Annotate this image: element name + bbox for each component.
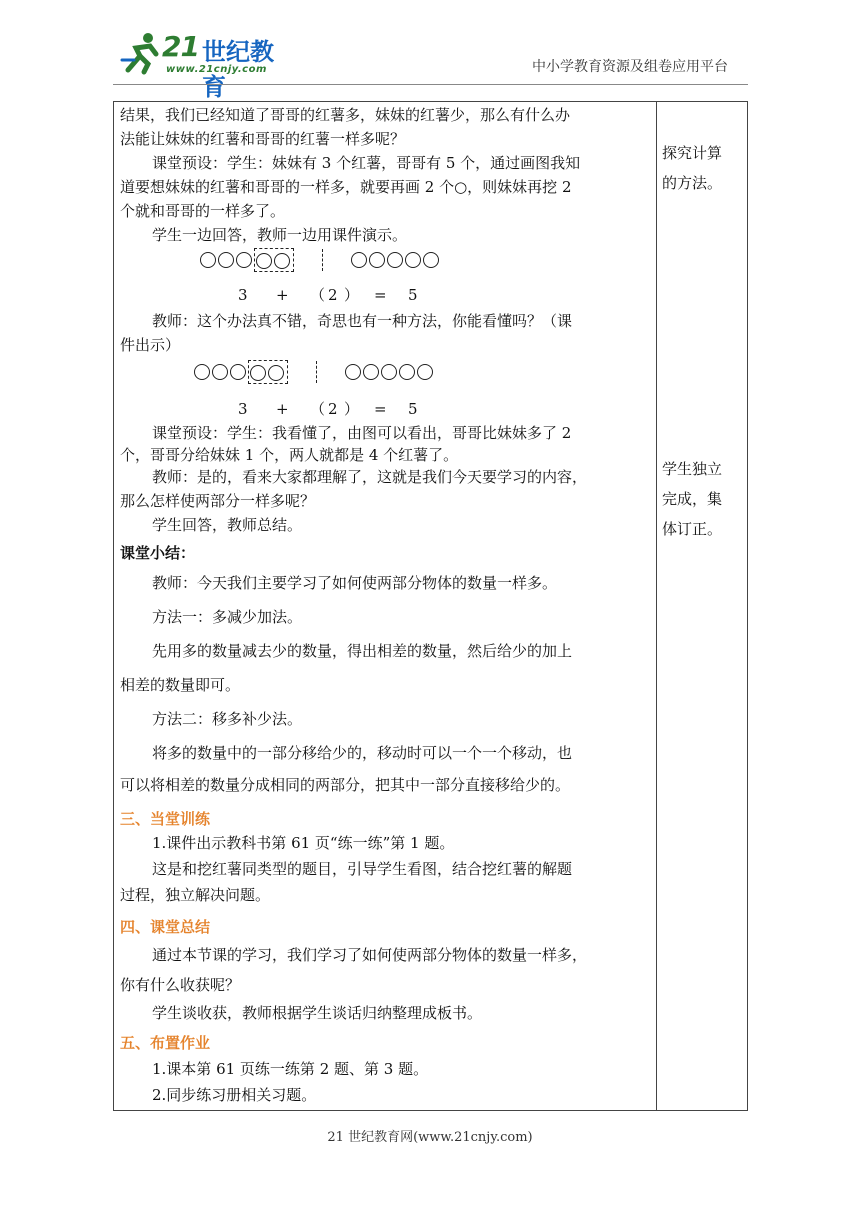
text-line: 结果，我们已经知道了哥哥的红薯多，妹妹的红薯少，那么有什么办 — [120, 106, 571, 124]
equation-1: 3 + （ 2 ） = 5 — [238, 286, 418, 304]
text-line: 将多的数量中的一部分移给少的，移动时可以一个一个移动，也 — [152, 744, 573, 762]
dashed-divider — [316, 361, 317, 383]
text-line: 教师：这个办法真不错，奇思也有一种方法，你能看懂吗？（课 — [152, 312, 573, 330]
header-divider — [113, 84, 748, 85]
text-line: 课堂预设：学生：我看懂了，由图可以看出，哥哥比妹妹多了 2 — [152, 424, 572, 442]
circle-icon — [369, 252, 385, 268]
summary-title: 课堂小结： — [120, 544, 196, 562]
side-note-1 — [662, 138, 744, 198]
text-line: 1.课件出示教科书第 61 页“练一练”第 1 题。 — [152, 834, 455, 852]
circle-icon — [417, 364, 433, 380]
circle-icon — [387, 252, 403, 268]
lesson-table — [113, 101, 748, 1111]
text-line: 过程，独立解决问题。 — [120, 886, 271, 904]
circle-icon — [250, 365, 266, 381]
section-heading-3: 三、当堂训练 — [120, 810, 211, 828]
text-line: 学生一边回答，教师一边用课件演示。 — [152, 226, 408, 244]
circle-icon — [236, 252, 252, 268]
text-line: 那么怎样使两部分一样多呢？ — [120, 492, 316, 510]
circle-icon — [200, 252, 216, 268]
circle-icon — [423, 252, 439, 268]
page-header — [0, 0, 860, 100]
circle-icon — [256, 253, 272, 269]
circle-icon — [218, 252, 234, 268]
text-line: 可以将相差的数量分成相同的两部分，把其中一部分直接移给少的。 — [120, 776, 571, 794]
text-line: 教师：是的，看来大家都理解了，这就是我们今天要学习的内容， — [152, 468, 588, 486]
circle-icon — [274, 253, 290, 269]
circle-icon — [363, 364, 379, 380]
text-line: 学生回答，教师总结。 — [152, 516, 303, 534]
circle-icon — [268, 365, 284, 381]
text-line: 学生谈收获，教师根据学生谈话归纳整理成板书。 — [152, 1004, 483, 1022]
logo-number: 21 — [162, 30, 199, 63]
platform-name: 中小学教育资源及组卷应用平台 — [532, 59, 728, 75]
circle-icon — [194, 364, 210, 380]
circle-icon — [381, 364, 397, 380]
circle-icon — [405, 252, 421, 268]
column-divider — [656, 102, 657, 1110]
side-note-line: 探究计算 — [662, 144, 723, 162]
text-line: 2.同步练习册相关习题。 — [152, 1086, 317, 1104]
text-line: 先用多的数量减去少的数量，得出相差的数量，然后给少的加上 — [152, 642, 573, 660]
equation-2: 3 + （ 2 ） = 5 — [238, 400, 418, 418]
page-footer: 21 世纪教育网(www.21cnjy.com) — [327, 1130, 533, 1145]
side-note-line: 完成，集 — [662, 490, 723, 508]
text-line: 个就和哥哥的一样多了。 — [120, 202, 286, 220]
side-note-line: 的方法。 — [662, 174, 723, 192]
dashed-box — [248, 360, 288, 384]
side-note-line: 体订正。 — [662, 520, 723, 538]
logo — [118, 30, 288, 101]
text-line: 教师：今天我们主要学习了如何使两部分物体的数量一样多。 — [152, 574, 558, 592]
circle-icon — [399, 364, 415, 380]
dashed-box — [254, 248, 294, 272]
circle-icon — [351, 252, 367, 268]
text-line: 方法二：移多补少法。 — [152, 710, 303, 728]
text-line: 法能让妹妹的红薯和哥哥的红薯一样多呢？ — [120, 130, 406, 148]
logo-text: 世纪教育 — [202, 38, 274, 101]
dashed-divider — [322, 249, 323, 271]
text-line: 你有什么收获呢？ — [120, 976, 241, 994]
side-note-line: 学生独立 — [662, 460, 723, 478]
circle-icon — [345, 364, 361, 380]
text-line: 道要想妹妹的红薯和哥哥的一样多，就要再画 2 个○，则妹妹再挖 2 — [120, 178, 572, 196]
text-line: 通过本节课的学习，我们学习了如何使两部分物体的数量一样多， — [152, 946, 588, 964]
circle-diagram-2 — [194, 360, 435, 384]
text-line: 个，哥哥分给妹妹 1 个，两人就都是 4 个红薯了。 — [120, 446, 459, 464]
text-line: 件出示） — [120, 336, 181, 354]
circle-icon — [212, 364, 228, 380]
logo-url: www.21cnjy.com — [166, 64, 267, 75]
text-line: 课堂预设：学生：妹妹有 3 个红薯，哥哥有 5 个，通过画图我知 — [152, 154, 581, 172]
side-note-2 — [662, 454, 744, 544]
circle-icon — [230, 364, 246, 380]
text-line: 方法一：多减少加法。 — [152, 608, 303, 626]
text-line: 这是和挖红薯同类型的题目，引导学生看图，结合挖红薯的解题 — [152, 860, 573, 878]
section-heading-4: 四、课堂总结 — [120, 918, 211, 936]
text-line: 相差的数量即可。 — [120, 676, 241, 694]
circle-diagram-1 — [200, 248, 441, 272]
runner-logo-icon — [118, 30, 164, 76]
text-line: 1.课本第 61 页练一练第 2 题、第 3 题。 — [152, 1060, 429, 1078]
section-heading-5: 五、布置作业 — [120, 1034, 211, 1052]
